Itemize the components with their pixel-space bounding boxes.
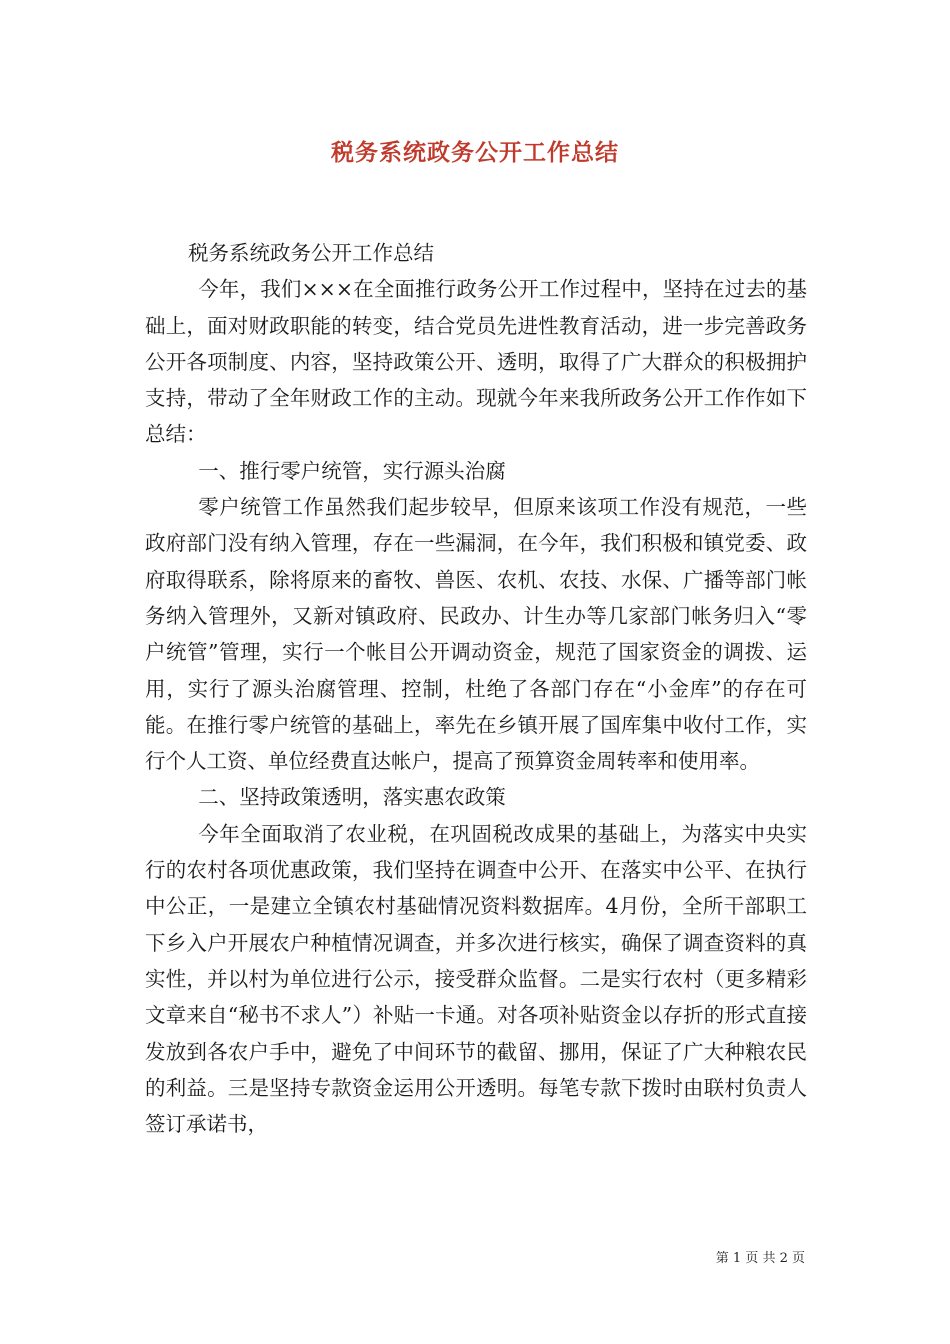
- section-heading-1: 一、推行零户统管，实行源头治腐: [198, 458, 506, 483]
- intro-paragraph: 今年，我们×××在全面推行政务公开工作过程中，坚持在过去的基础上，面对财政职能的转变，结合党员先进性教育活动，进一步完善政务公开各项制度、内容，坚持政策公开、透明，取得了广大群众的积极拥护支持，带动了全年财政工作的主动。现就今年来我所政务公开工作作如下总结：: [145, 277, 807, 447]
- section-heading-2: 二、坚持政策透明，落实惠农政策: [198, 785, 506, 810]
- section-paragraph-2: 今年全面取消了农业税，在巩固税改成果的基础上，为落实中央实行的农村各项优惠政策，我们坚持在调查中公开、在落实中公平、在执行中公正，一是建立全镇农村基础情况资料数据库。4月份，全所干部职工下乡入户开展农户种植情况调查，并多次进行核实，确保了调查资料的真实性，并以村为单位进行公示，接受群众监督。二是实行农村（更多精彩文章来自“秘书不求人”）补贴一卡通。对各项补贴资金以存折的形式直接发放到各农户手中，避免了中间环节的截留、挪用，保证了广大种粮农民的利益。三是坚持专款资金运用公开透明。每笔专款下拨时由联村负责人签订承诺书，: [145, 821, 807, 1137]
- page-number: 第 1 页 共 2 页: [715, 1251, 805, 1266]
- document-body: [145, 235, 807, 1142]
- body-subtitle: 税务系统政务公开工作总结: [188, 241, 435, 265]
- section-paragraph-1: 零户统管工作虽然我们起步较早，但原来该项工作没有规范，一些政府部门没有纳入管理，存在一些漏洞，在今年，我们积极和镇党委、政府取得联系，除将原来的畜牧、兽医、农机、农技、水保、广播等部门帐务纳入管理外，又新对镇政府、民政办、计生办等几家部门帐务归入“零户统管”管理，实行一个帐目公开调动资金，规范了国家资金的调拨、运用，实行了源头治腐管理、控制，杜绝了各部门存在“小金库”的存在可能。在推行零户统管的基础上，率先在乡镇开展了国库集中收付工作，实行个人工资、单位经费直达帐户，提高了预算资金周转率和使用率。: [145, 495, 807, 774]
- document-title: 税务系统政务公开工作总结: [331, 139, 619, 166]
